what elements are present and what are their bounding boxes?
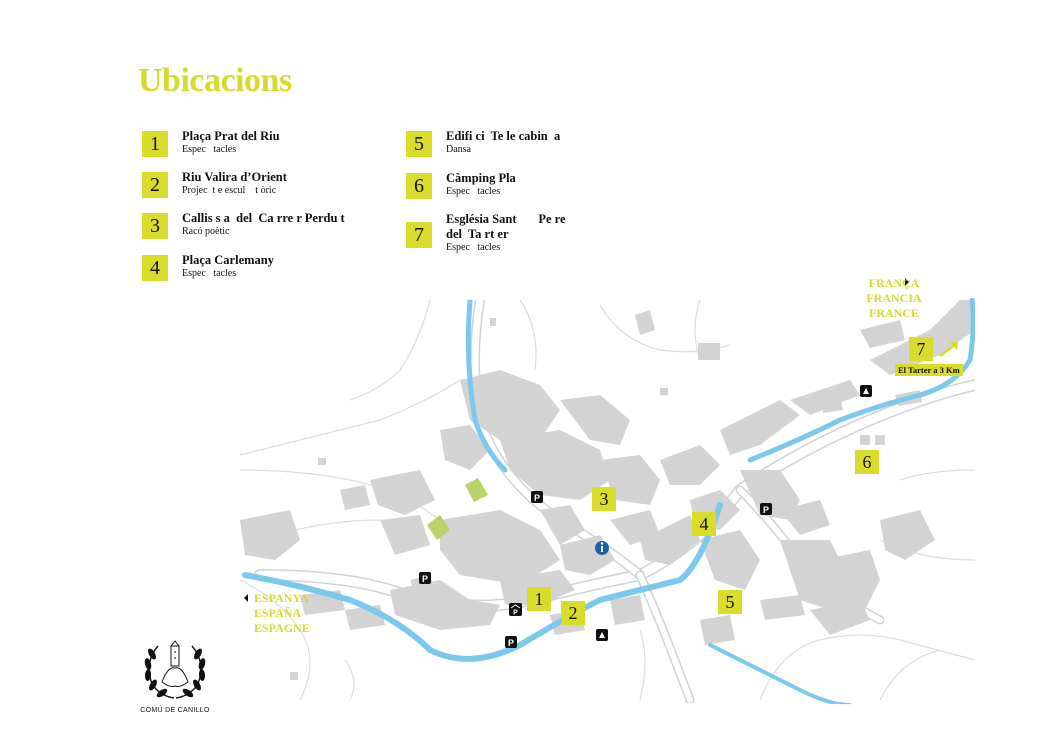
legend-category: Projec t e escul t òric	[182, 185, 277, 196]
el-tarter-label: El Tarter a 3 Km	[895, 364, 963, 376]
camping-icon	[596, 629, 608, 641]
arrow-left-icon	[244, 594, 248, 602]
legend-category: Espec tacles	[182, 268, 237, 279]
legend-number: 7	[406, 222, 432, 248]
legend-name: Església Sant Pe re	[446, 212, 566, 226]
legend-name: Riu Valira d’Orient	[182, 170, 287, 184]
legend-name: Càmping Pla	[446, 171, 516, 185]
legend-name: Edifi ci Te le cabin a	[446, 129, 561, 143]
legend-category: Espec tacles	[446, 186, 501, 197]
comu-canillo-logo	[138, 638, 212, 714]
legend-category: Espec tacles	[182, 144, 237, 155]
legend-number: 4	[142, 255, 168, 281]
svg-text:P: P	[513, 609, 518, 617]
legend-number: 5	[406, 131, 432, 157]
map-marker-7[interactable]: 7	[909, 337, 933, 361]
direction-label: ESPAÑA	[254, 606, 302, 620]
legend-number: 1	[142, 131, 168, 157]
legend-name: Plaça Prat del Riu	[182, 129, 280, 143]
camping-icon	[860, 385, 872, 397]
parking-icon	[505, 636, 517, 648]
direction-label: FRANCIA	[866, 291, 922, 305]
legend-name: Callis s a del Ca rre r Perdu t	[182, 211, 345, 225]
laurel-crest-icon	[138, 638, 212, 700]
legend-category: Racó poètic	[182, 226, 230, 237]
direction-label: ESPAGNE	[254, 621, 310, 635]
parking-icon	[760, 503, 772, 515]
map-marker-4[interactable]: 4	[692, 512, 716, 536]
legend-category: Dansa	[446, 144, 471, 155]
svg-text:P: P	[762, 505, 770, 515]
svg-text:P: P	[533, 493, 541, 503]
legend-name: Plaça Carlemany	[182, 253, 274, 267]
page-title: Ubicacions	[138, 62, 292, 99]
map-marker-1[interactable]: 1	[527, 587, 551, 611]
map-marker-5[interactable]: 5	[718, 590, 742, 614]
direction-label: ESPANYA	[254, 591, 309, 605]
direction-label: FRANCE	[869, 306, 919, 320]
svg-text:P: P	[421, 574, 429, 584]
parking-icon	[419, 572, 431, 584]
map-marker-3[interactable]: 3	[592, 487, 616, 511]
legend-category: Espec tacles	[446, 242, 501, 253]
parking-icon	[531, 491, 543, 503]
legend-number: 3	[142, 213, 168, 239]
svg-text:P: P	[507, 638, 515, 648]
legend-name-line2: del Ta rt er	[446, 227, 509, 241]
logo-text: COMÚ DE CANILLO	[140, 707, 210, 714]
map-marker-6[interactable]: 6	[855, 450, 879, 474]
legend-number: 2	[142, 172, 168, 198]
covered-parking-icon	[509, 603, 522, 617]
direction-france	[865, 276, 923, 321]
info-icon	[595, 541, 609, 555]
map-marker-2[interactable]: 2	[561, 601, 585, 625]
direction-label: FRANÇA	[868, 276, 920, 290]
legend-number: 6	[406, 173, 432, 199]
direction-spain	[254, 591, 310, 636]
